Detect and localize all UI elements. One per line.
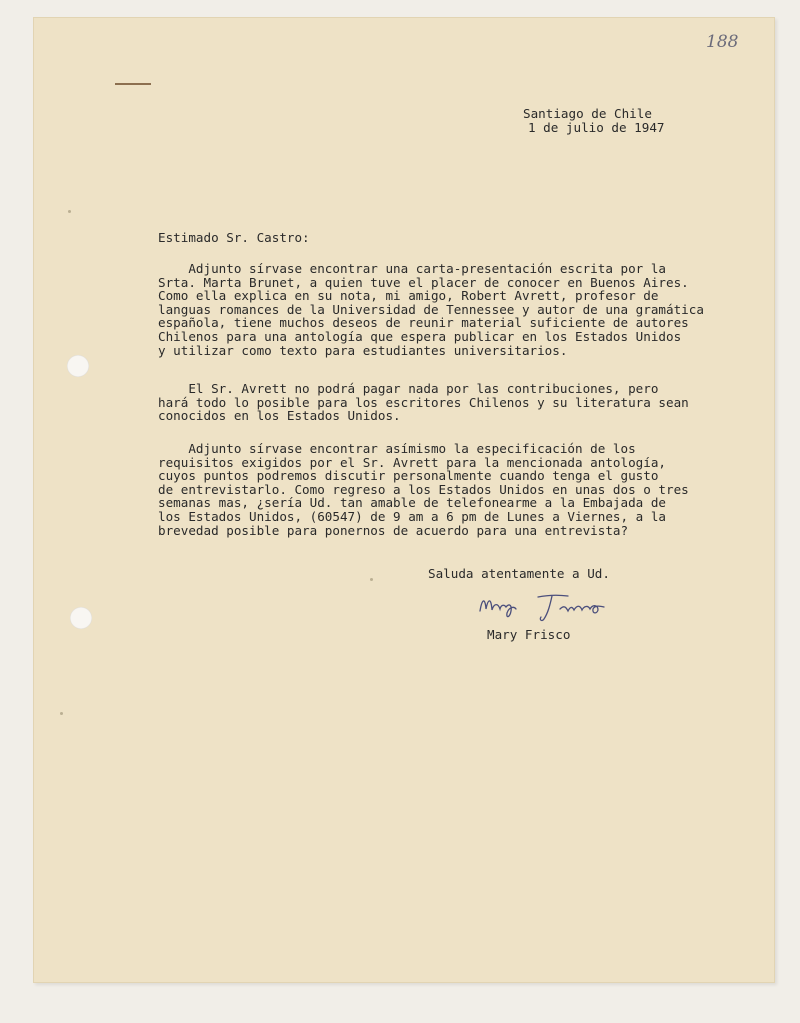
handwritten-signature bbox=[476, 589, 626, 623]
paragraph-line: languas romances de la Universidad de Tennessee y autor de una gramática bbox=[158, 301, 704, 317]
paragraph-line: conocidos en los Estados Unidos. bbox=[158, 408, 401, 424]
paper-speck bbox=[68, 210, 71, 213]
letter-place: Santiago de Chile bbox=[523, 106, 652, 121]
paragraph-line: brevedad posible para ponernos de acuerdo para una entrevista? bbox=[158, 522, 629, 538]
ink-mark bbox=[115, 83, 151, 85]
paragraph-line: requisitos exigidos por el Sr. Avrett para la mencionada antología, bbox=[158, 454, 666, 470]
paragraph-line: cuyos puntos podremos discutir personalmente cuando tenga el gusto bbox=[158, 468, 659, 484]
paragraph-line: Chilenos para una antología que espera publicar en los Estados Unidos bbox=[158, 328, 682, 344]
paragraph-line: Srta. Marta Brunet, a quien tuve el placer de conocer en Buenos Aires. bbox=[158, 274, 689, 290]
signer-name: Mary Frisco bbox=[487, 627, 571, 642]
paragraph-line: de entrevistarlo. Como regreso a los Estados Unidos en unas dos o tres bbox=[158, 481, 689, 497]
paragraph-line: Adjunto sírvase encontrar asímismo la especificación de los bbox=[158, 441, 636, 456]
paragraph-line: El Sr. Avrett no podrá pagar nada por las contribuciones, pero bbox=[158, 381, 659, 396]
paragraph-line: española, tiene muchos deseos de reunir material suficiente de autores bbox=[158, 315, 689, 331]
paragraph-2 bbox=[158, 382, 689, 423]
paragraph-3 bbox=[158, 442, 689, 537]
place-date-block bbox=[523, 107, 664, 134]
salutation: Estimado Sr. Castro: bbox=[158, 230, 310, 245]
paragraph-line: los Estados Unidos, (60547) de 9 am a 6 pm de Lunes a Viernes, a la bbox=[158, 508, 666, 524]
closing: Saluda atentamente a Ud. bbox=[428, 566, 610, 581]
letter-date: 1 de julio de 1947 bbox=[528, 119, 665, 135]
paper-speck bbox=[370, 578, 373, 581]
paragraph-line: y utilizar como texto para estudiantes universitarios. bbox=[158, 342, 568, 358]
paper-speck bbox=[60, 712, 63, 715]
paragraph-line: Como ella explica en su nota, mi amigo, Robert Avrett, profesor de bbox=[158, 288, 659, 304]
paragraph-line: semanas mas, ¿sería Ud. tan amable de telefonearme a la Embajada de bbox=[158, 495, 666, 511]
punch-hole-upper bbox=[67, 355, 89, 377]
paragraph-line: hará todo lo posible para los escritores Chilenos y su literatura sean bbox=[158, 394, 689, 410]
punch-hole-lower bbox=[70, 607, 92, 629]
folio-number: 188 bbox=[706, 32, 739, 52]
paragraph-line: Adjunto sírvase encontrar una carta-presentación escrita por la bbox=[158, 261, 666, 276]
paragraph-1 bbox=[158, 262, 704, 357]
